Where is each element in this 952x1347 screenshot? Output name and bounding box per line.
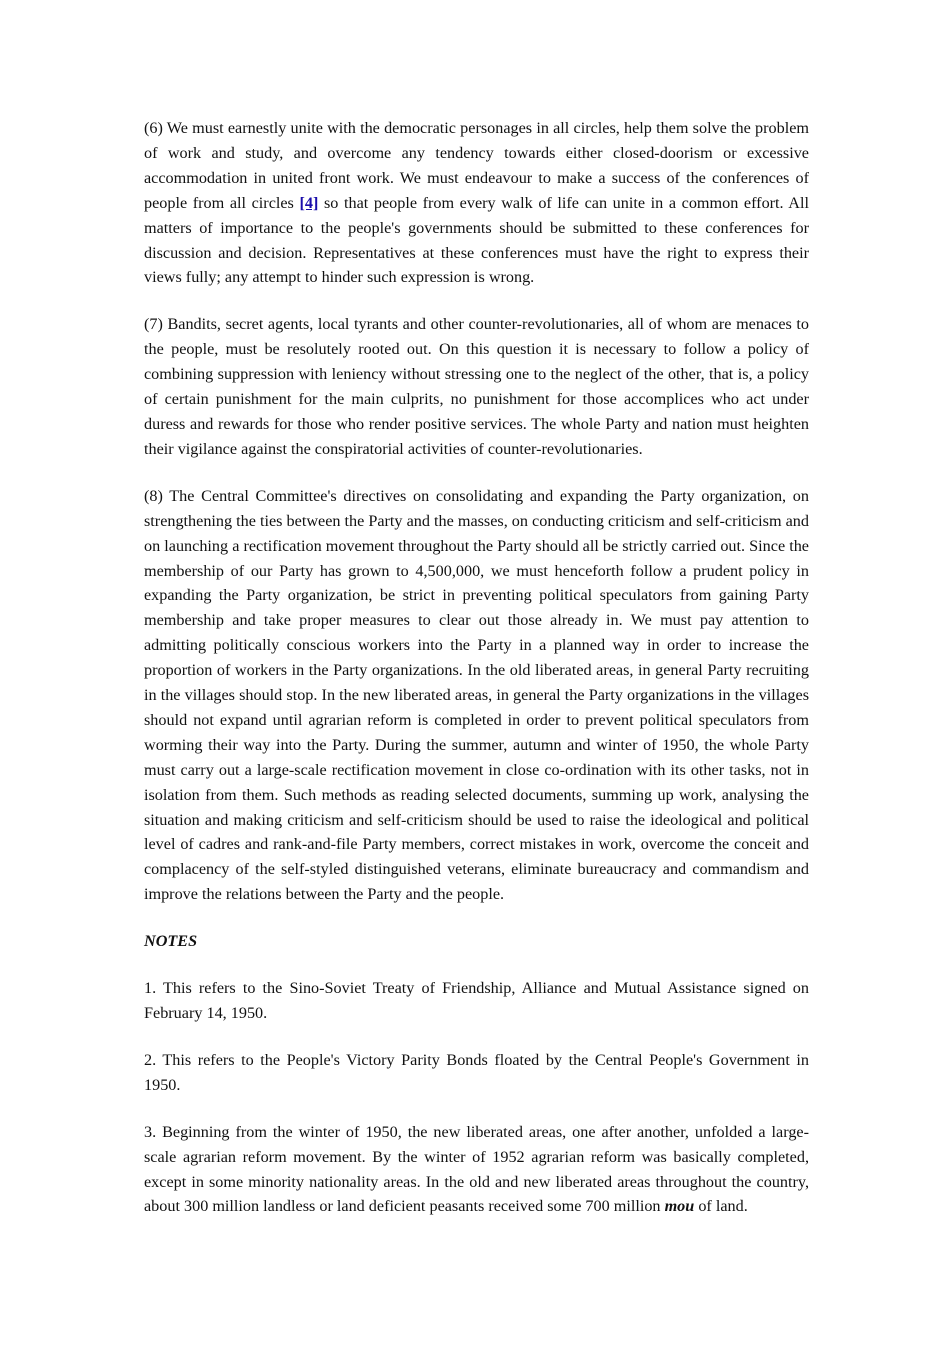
- notes-heading: NOTES: [144, 932, 198, 951]
- note-2: 2. This refers to the People's Victory Parity Bonds floated by the Central People's Government in 1950.: [144, 1050, 809, 1094]
- note-3-mou-term: mou: [664, 1197, 695, 1216]
- paragraph-6: [144, 116, 809, 290]
- footnote-link-4[interactable]: [4]: [299, 193, 319, 212]
- document-page: [144, 116, 809, 1241]
- paragraph-8: (8) The Central Committee's directives on consolidating and expanding the Party organization, on strengthening the ties between the Party and the masses, on conducting criticism and self-criticism and on launching a rectification movement throughout the Party should all be strictly carried out. Since the membership of our Party has grown to 4,500,000, we must henceforth follow a prudent policy in expanding the Party organization, be strict in preventing political speculators from gaining Party membership and take proper measures to clear out those already in. We must pay attention to admitting politically conscious workers into the Party in a planned way in order to increase the proportion of workers in the Party organizations. In the old liberated areas, in general Party recruiting in the villages should stop. In the new liberated areas, in general the Party organizations in the villages should not expand until agrarian reform is completed in order to prevent political speculators from worming their way into the Party. During the summer, autumn and winter of 1950, the whole Party must carry out a large-scale rectification movement in close co-ordination with its other tasks, not in isolation from them. Such methods as reading selected documents, summing up work, analysing the situation and making criticism and self-criticism should be used to raise the ideological and political level of cadres and rank-and-file Party members, correct mistakes in work, overcome the conceit and complacency of the self-styled distinguished veterans, eliminate bureaucracy and commandism and improve the relations between the Party and the people.: [144, 486, 809, 904]
- note-1: 1. This refers to the Sino-Soviet Treaty of Friendship, Alliance and Mutual Assistance signed on February 14, 1950.: [144, 979, 809, 1022]
- paragraph-6-text-start: (6) We must earnestly unite with the democratic personages in all circles, help them solve the problem of work and study, and overcome any tendency towards either closed-doorism or excessive accommodation in united front work. We must endeavour to make a success of the conferences of people from all circles: [144, 119, 809, 212]
- paragraph-7: (7) Bandits, secret agents, local tyrants and other counter-revolutionaries, all of whom are menaces to the people, must be resolutely rooted out. On this question it is necessary to follow a policy of combining suppression with leniency without stressing one to the neglect of the other, that is, a policy of certain punishment for the main culprits, no punishment for those accomplices who act under duress and rewards for those who render positive services. The whole Party and nation must heighten their vigilance against the conspiratorial activities of counter-revolutionaries.: [144, 315, 809, 458]
- paragraph-6-text-end: so that people from every walk of life can unite in a common effort. All matters of importance to the people's governments should be submitted to these conferences for discussion and decision. Representatives at these conferences must have the right to express their views fully; any attempt to hinder such expression is wrong.: [144, 193, 809, 287]
- note-3-text-start: 3. Beginning from the winter of 1950, the new liberated areas, one after another, unfolded a large-scale agrarian reform movement. By the winter of 1952 agrarian reform was basically completed, except in some minority nationality areas. In the old and new liberated areas throughout the country, about 300 million landless or land deficient peasants received some 700 million: [144, 1122, 809, 1216]
- note-3: [144, 1120, 809, 1220]
- note-3-text-end: of land.: [694, 1197, 748, 1216]
